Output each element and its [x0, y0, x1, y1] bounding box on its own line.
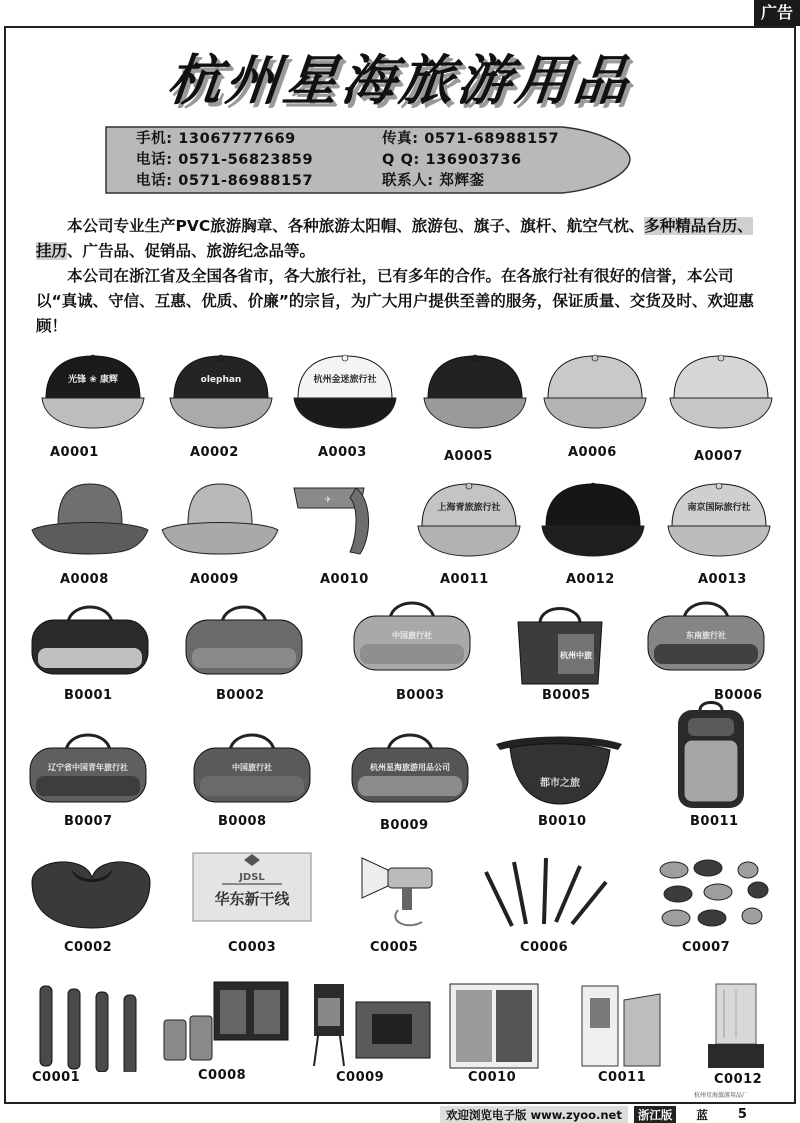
svg-text:华东新干线: 华东新干线 — [214, 890, 290, 908]
product-code: B0002 — [216, 688, 265, 703]
contact-person: 联系人: 郑辉銮 — [382, 173, 485, 189]
product-image-b0003 — [350, 596, 474, 682]
product-image-c0010 — [446, 980, 542, 1076]
product-code: B0005 — [542, 688, 591, 703]
flag-logo: JDSL — [239, 872, 265, 883]
contact-mobile: 手机: 13067777669 — [136, 131, 296, 147]
product-code: B0010 — [538, 814, 587, 829]
product-image-a0006 — [540, 352, 650, 438]
product-code: B0011 — [690, 814, 739, 829]
product-code: C0001 — [32, 1070, 81, 1085]
product-code: C0007 — [682, 940, 731, 955]
product-code: C0012 — [714, 1072, 763, 1087]
product-code: A0012 — [566, 572, 615, 587]
footer-page-number: 5 — [737, 1107, 747, 1122]
product-image-c0009 — [310, 980, 434, 1076]
product-code: A0005 — [444, 449, 493, 464]
product-image-a0001 — [38, 352, 148, 438]
svg-text:✈: ✈ — [324, 495, 332, 504]
product-code: B0007 — [64, 814, 113, 829]
svg-text:杭州金迷旅行社: 杭州金迷旅行社 — [313, 375, 377, 385]
product-image-b0007 — [26, 728, 150, 814]
product-image-b0010 — [494, 728, 624, 814]
svg-text:光锋 ❀ 康辉: 光锋 ❀ 康辉 — [68, 375, 118, 385]
product-code: C0002 — [64, 940, 113, 955]
product-code: A0009 — [190, 572, 239, 587]
product-image-b0005 — [512, 600, 608, 692]
product-image-a0005 — [420, 352, 530, 438]
intro-paragraph-1 — [36, 214, 766, 264]
product-image-a0003 — [290, 352, 400, 438]
svg-text:辽宁省中国青年旅行社: 辽宁省中国青年旅行社 — [48, 763, 128, 772]
contact-qq: Q Q: 136903736 — [382, 152, 522, 168]
contact-box — [104, 123, 634, 195]
product-code: C0009 — [336, 1070, 385, 1085]
svg-text:中国旅行社: 中国旅行社 — [232, 763, 272, 772]
product-code: C0003 — [228, 940, 277, 955]
contact-fax: 传真: 0571-68988157 — [382, 131, 560, 147]
product-code: A0008 — [60, 572, 109, 587]
intro-paragraph-2: 本公司在浙江省及全国各省市，各大旅行社，已有多年的合作。在各旅行社有很好的信誉，本公司以“真诚、守信、互惠、优质、价廉”的宗旨，为广大用户提供至善的服务，保证质量、交货及时、欢迎惠顾！ — [36, 267, 754, 335]
product-code: A0007 — [694, 449, 743, 464]
product-image-c0003 — [192, 852, 312, 926]
product-image-b0008 — [190, 728, 314, 814]
product-image-a0013 — [664, 480, 774, 566]
product-image-c0008 — [160, 980, 290, 1072]
contact-phone-1: 电话: 0571-56823859 — [136, 152, 314, 168]
product-image-c0001 — [30, 980, 146, 1076]
product-image-b0001 — [28, 600, 152, 686]
product-code: A0003 — [318, 445, 367, 460]
product-image-a0008 — [28, 480, 152, 562]
product-image-a0010 — [290, 480, 374, 562]
svg-text:上海青旅旅行社: 上海青旅旅行社 — [437, 503, 501, 513]
product-image-c0002 — [26, 852, 156, 936]
product-code: B0003 — [396, 688, 445, 703]
svg-text:杭州星海旅游用品公司: 杭州星海旅游用品公司 — [370, 763, 450, 772]
product-code: B0001 — [64, 688, 113, 703]
product-image-a0012 — [538, 480, 648, 566]
intro-products: 本公司专业生产PVC旅游胸章、各种旅游太阳帽、旅游包、旗子、旗杆、航空气枕、 — [67, 217, 645, 235]
product-code: A0011 — [440, 572, 489, 587]
product-image-b0011 — [674, 700, 748, 816]
company-title: 杭州星海旅游用品 — [164, 48, 635, 112]
page-footer — [440, 1106, 747, 1123]
product-code: C0006 — [520, 940, 569, 955]
svg-text:南京国际旅行社: 南京国际旅行社 — [687, 503, 751, 513]
intro-calendars: 多种精品台历、挂历 — [36, 217, 753, 260]
product-code: B0009 — [380, 818, 429, 833]
product-image-a0007 — [666, 352, 776, 438]
product-code: C0011 — [598, 1070, 647, 1085]
product-code: B0006 — [714, 688, 763, 703]
contact-phone-2: 电话: 0571-86988157 — [136, 173, 314, 189]
svg-text:都市之旅: 都市之旅 — [540, 778, 580, 789]
svg-text:中国旅行社: 中国旅行社 — [392, 631, 432, 640]
product-code: C0008 — [198, 1068, 247, 1083]
product-image-c0012 — [706, 980, 766, 1076]
company-intro — [36, 214, 766, 339]
svg-text:olephan: olephan — [200, 375, 242, 385]
footer-edition: 浙江版 — [634, 1106, 677, 1123]
product-code: A0010 — [320, 572, 369, 587]
intro-promo: 、广告品、促销品、旅游纪念品等。 — [67, 242, 316, 260]
svg-text:杭州中旅: 杭州中旅 — [560, 651, 592, 660]
product-code: A0001 — [50, 445, 99, 460]
product-image-c0005 — [358, 852, 450, 936]
product-image-c0006 — [476, 852, 616, 936]
ad-tag: 广告 — [754, 0, 800, 26]
product-image-b0002 — [182, 600, 306, 686]
product-image-a0011 — [414, 480, 524, 566]
svg-text:东南旅行社: 东南旅行社 — [686, 631, 726, 640]
product-code: A0013 — [698, 572, 747, 587]
fine-print: 杭州星海旅游用品厂 — [694, 1092, 749, 1099]
product-image-b0006 — [644, 596, 768, 682]
product-image-a0009 — [158, 480, 282, 562]
product-code: C0010 — [468, 1070, 517, 1085]
product-image-c0011 — [576, 980, 666, 1076]
product-code: A0002 — [190, 445, 239, 460]
product-image-a0002 — [166, 352, 276, 438]
product-code: C0005 — [370, 940, 419, 955]
product-code: B0008 — [218, 814, 267, 829]
product-image-c0007 — [650, 852, 780, 934]
footer-color-label: 蓝 — [696, 1107, 708, 1122]
footer-site: 欢迎浏览电子版 www.zyoo.net — [440, 1106, 628, 1123]
product-image-b0009 — [348, 728, 472, 814]
product-code: A0006 — [568, 445, 617, 460]
